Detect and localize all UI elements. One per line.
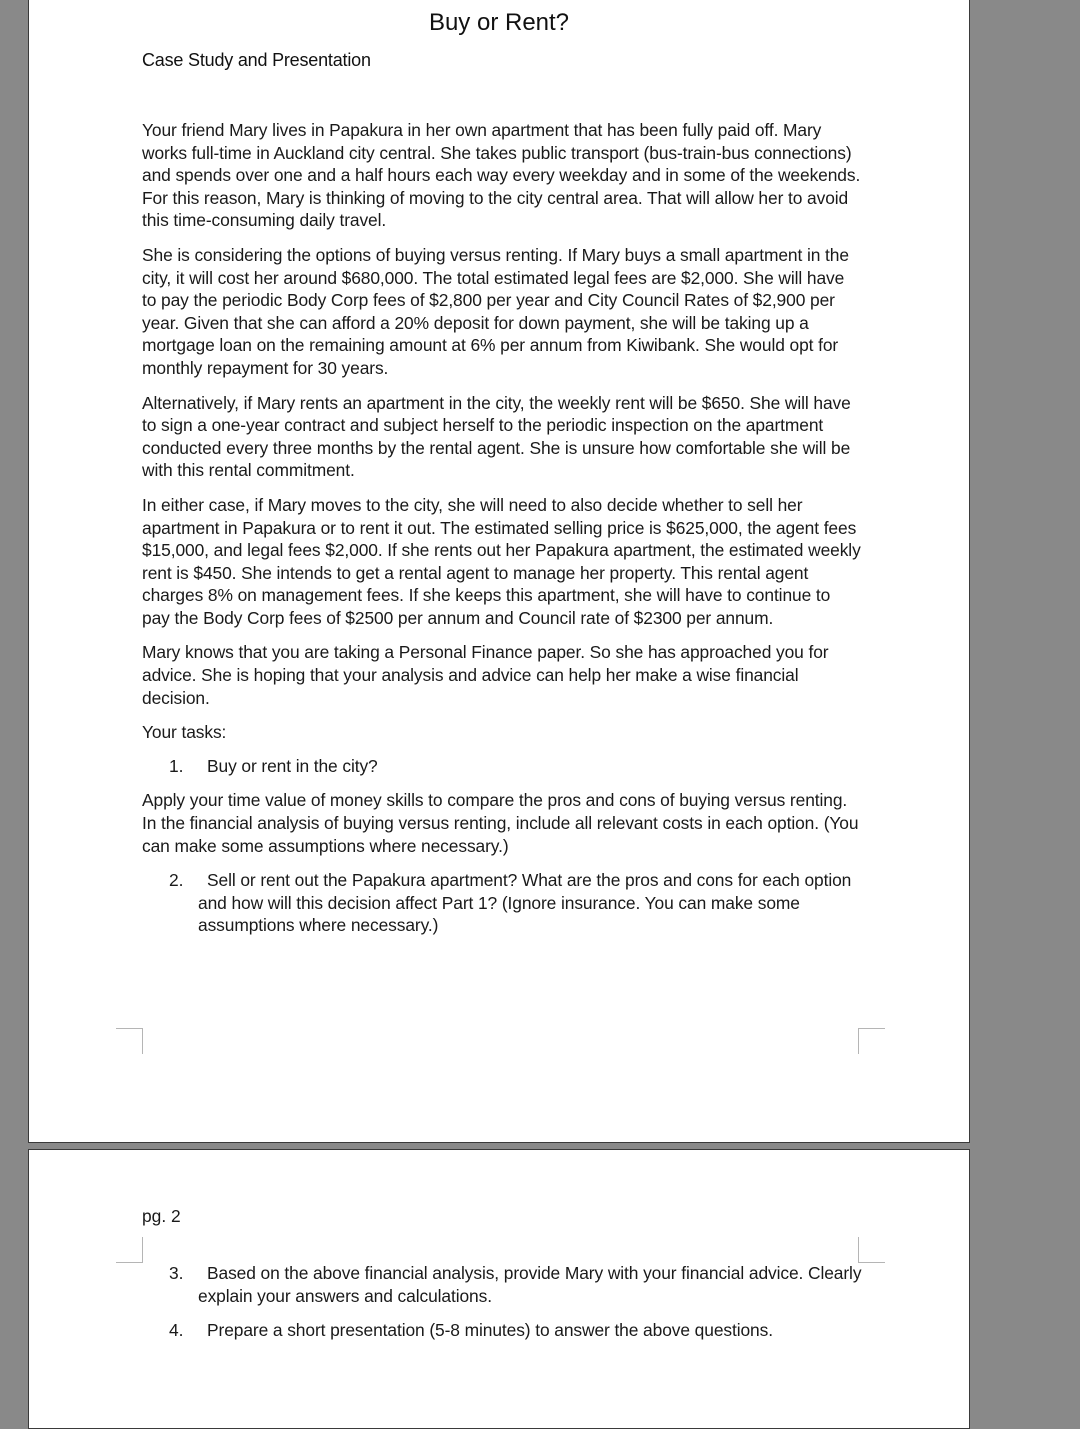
page-number-label: pg. 2 (142, 1206, 181, 1226)
task-number: 4. (169, 1320, 184, 1341)
document-subtitle: Case Study and Presentation (142, 50, 371, 70)
document-title: Buy or Rent? (428, 9, 570, 36)
paragraph: Alternatively, if Mary rents an apartment in the city, the weekly rent will be $650. She will have to sign a one-year contract and subject herself to the periodic inspection on the apartment conducted every three months by the rental agent. She is unsure how comfortable she will be with this rental commitment. (142, 392, 851, 481)
task-number: 2. (169, 870, 184, 891)
task-detail: Apply your time value of money skills to compare the pros and cons of buying versus renting. In the financial analysis of buying versus renting, include all relevant costs in each option. (You can make some assumptions where necessary.) (142, 790, 859, 856)
margin-corner-mark (116, 1028, 143, 1054)
task-item-4 (142, 1319, 862, 1342)
margin-corner-mark (116, 1237, 143, 1263)
document-page-2 (28, 1149, 970, 1429)
tasks-intro: Your tasks: (142, 722, 227, 743)
paragraph: She is considering the options of buying versus renting. If Mary buys a small apartment in the city, it will cost her around $680,000. The total estimated legal fees are $2,000. She will have to pay the periodic Body Corp fees of $2,800 per year and City Council Rates of $2,900 per year. Given that she can afford a 20% deposit for down payment, she will be taking up a mortgage loan on the remaining amount at 6% per annum from Kiwibank. She would opt for monthly repayment for 30 years. (142, 244, 849, 378)
paragraph: In either case, if Mary moves to the city, she will need to also decide whether to sell her apartment in Papakura or to rent it out. The estimated selling price is $625,000, the agent fees $15,000, and legal fees $2,000. If she rents out her Papakura apartment, the estimated weekly rent is $450. She intends to get a rental agent to manage her property. This rental agent charges 8% on management fees. If she keeps this apartment, she will have to continue to pay the Body Corp fees of $2500 per annum and Council rate of $2300 per annum. (142, 494, 861, 628)
document-page-1 (28, 0, 970, 1143)
task-text: Prepare a short presentation (5-8 minutes) to answer the above questions. (207, 1320, 773, 1341)
document-body-page-2 (142, 1262, 862, 1354)
task-text: Buy or rent in the city? (207, 755, 378, 776)
task-item-1 (142, 755, 862, 778)
document-body (142, 119, 862, 949)
task-number: 3. (169, 1263, 184, 1283)
task-item-3 (142, 1262, 862, 1307)
task-item-2 (142, 869, 862, 937)
margin-corner-mark (858, 1028, 885, 1054)
task-number: 1. (169, 755, 184, 776)
paragraph: Your friend Mary lives in Papakura in her own apartment that has been fully paid off. Mary works full-time in Auckland city central. She takes public transport (bus-train-bus connections) and spends over one and a half hours each way every weekday and in some of the weekends. For this reason, Mary is thinking of moving to the city central area. That will allow her to avoid this time-consuming daily travel. (142, 120, 861, 231)
task-text: Based on the above financial analysis, provide Mary with your financial advice. Clearly explain your answers and calculations. (198, 1263, 862, 1306)
task-text: Sell or rent out the Papakura apartment? What are the pros and cons for each option and how will this decision affect Part 1? (Ignore insurance. You can make some assumptions where necessary.) (198, 870, 852, 936)
paragraph: Mary knows that you are taking a Personal Finance paper. So she has approached you for advice. She is hoping that your analysis and advice can help her make a wise financial decision. (142, 642, 829, 708)
margin-corner-mark (858, 1237, 885, 1263)
